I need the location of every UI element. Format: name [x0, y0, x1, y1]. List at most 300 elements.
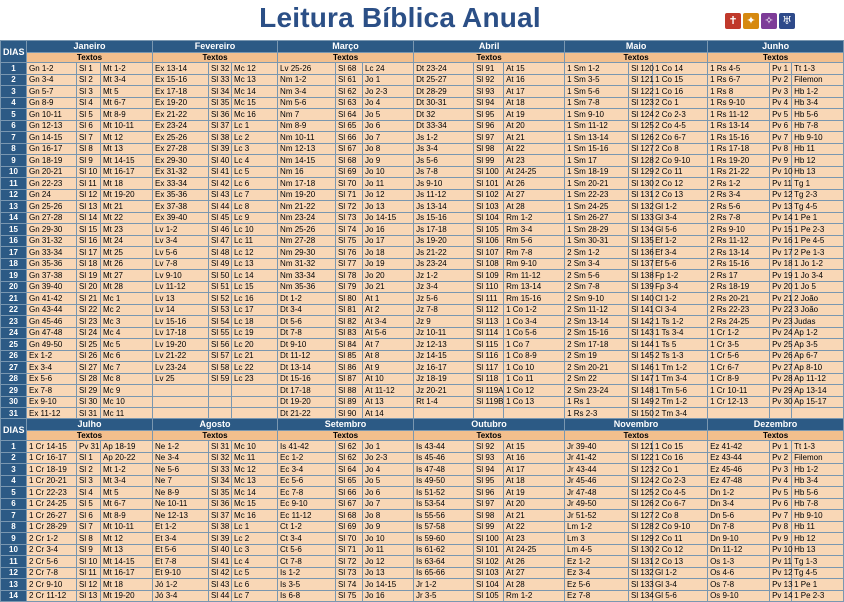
- month-header: Setembro: [278, 419, 414, 431]
- reading-cell: Sl 24: [77, 327, 101, 339]
- reading-cell: Sl 98: [474, 143, 504, 155]
- reading-cell: At 3-4: [363, 316, 414, 328]
- reading-cell: Nm 21-22: [278, 201, 336, 213]
- table-row: [1, 316, 844, 328]
- reading-cell: Sl 11: [77, 567, 101, 579]
- reading-cell: Js 9-10: [414, 178, 474, 190]
- reading-cell: Ex 3-4: [27, 362, 77, 374]
- reading-cell: [153, 385, 209, 397]
- reading-cell: Jo 9: [363, 155, 414, 167]
- reading-cell: Nm 25-26: [278, 224, 336, 236]
- reading-cell: Nm 31-32: [278, 258, 336, 270]
- reading-cell: Jo 2-3: [363, 86, 414, 98]
- month-header: Janeiro: [27, 41, 153, 53]
- table-row: [1, 579, 844, 591]
- reading-cell: Lc 3: [232, 544, 278, 556]
- reading-cell: Nm 10-11: [278, 132, 336, 144]
- reading-cell: 2 Cr 5-6: [27, 556, 77, 568]
- reading-cell: 1 Sm 26-27: [565, 212, 629, 224]
- reading-cell: Sl 125: [629, 487, 653, 499]
- reading-cell: Ne 8-9: [153, 487, 209, 499]
- reading-cell: Sl 95: [474, 109, 504, 121]
- reading-cell: Ex 7-8: [27, 385, 77, 397]
- reading-cell: Jz 14-15: [414, 350, 474, 362]
- reading-cell: Pv 2: [770, 74, 792, 86]
- reading-cell: Mt 3-4: [101, 74, 153, 86]
- reading-cell: Lv 5-6: [153, 247, 209, 259]
- reading-cell: Sl 30: [77, 396, 101, 408]
- table-row: [1, 452, 844, 464]
- reading-cell: Mc 13: [232, 475, 278, 487]
- reading-cell: Gn 39-40: [27, 281, 77, 293]
- reading-cell: 2 Rs 5-6: [708, 201, 770, 213]
- reading-cell: Ex 39-40: [153, 212, 209, 224]
- reading-cell: Dt 21-22: [278, 408, 336, 420]
- reading-cell: 2 Rs 15-16: [708, 258, 770, 270]
- reading-cell: Dt 5-6: [278, 316, 336, 328]
- reading-cell: Ne 1-2: [153, 441, 209, 453]
- reading-cell: Lc 9: [232, 212, 278, 224]
- reading-cell: Ap 1-2: [792, 327, 844, 339]
- reading-cell: Mc 6: [101, 350, 153, 362]
- reading-cell: Nm 3-4: [278, 86, 336, 98]
- reading-cell: At 11-12: [363, 385, 414, 397]
- reading-cell: 1 Sm 9-10: [565, 109, 629, 121]
- reading-cell: 1 Cr 26-27: [27, 510, 77, 522]
- reading-cell: Gn 31-32: [27, 235, 77, 247]
- textos-header: Textos: [153, 53, 278, 63]
- reading-cell: Sl 10: [77, 166, 101, 178]
- textos-header: Textos: [565, 431, 708, 441]
- reading-cell: 1 Pe 2-3: [792, 224, 844, 236]
- reading-cell: Sl 80: [336, 293, 363, 305]
- table-row: [1, 362, 844, 374]
- page-title: Leitura Bíblica Anual: [259, 2, 541, 33]
- reading-cell: 2 Tm 3-4: [653, 408, 708, 420]
- reading-cell: Sl 77: [336, 258, 363, 270]
- reading-cell: Sl 123: [629, 464, 653, 476]
- reading-cell: 2 Sm 15-16: [565, 327, 629, 339]
- day-number: 11: [1, 556, 27, 568]
- reading-cell: Rm 3-4: [504, 224, 565, 236]
- reading-cell: 1 Cr 6-7: [708, 362, 770, 374]
- reading-cell: At 9: [363, 362, 414, 374]
- reading-cell: Pv 26: [770, 350, 792, 362]
- reading-cell: 2 Cr 9-10: [27, 579, 77, 591]
- reading-cell: Sl 134: [629, 224, 653, 236]
- reading-cell: Ec 7-8: [278, 487, 336, 499]
- reading-cell: Dn 7-8: [708, 521, 770, 533]
- reading-cell: Hb 5-6: [792, 487, 844, 499]
- reading-cell: At 13: [363, 396, 414, 408]
- day-number: 28: [1, 373, 27, 385]
- reading-cell: Hb 12: [792, 155, 844, 167]
- reading-cell: Jo 20: [363, 270, 414, 282]
- reading-cell: Lv 25: [153, 373, 209, 385]
- reading-cell: Sl 6: [77, 120, 101, 132]
- reading-cell: 2 João: [792, 293, 844, 305]
- reading-cell: Sl 1: [77, 63, 101, 75]
- reading-cell: Ex 25-26: [153, 132, 209, 144]
- reading-cell: Dt 1-2: [278, 293, 336, 305]
- reading-cell: Dt 25-27: [414, 74, 474, 86]
- reading-cell: Pv 4: [770, 475, 792, 487]
- dias-header: DIAS: [1, 41, 27, 63]
- reading-cell: Sl 133: [629, 212, 653, 224]
- reading-cell: Mt 1-2: [101, 464, 153, 476]
- reading-cell: Sl 148: [629, 385, 653, 397]
- day-number: 20: [1, 281, 27, 293]
- reading-cell: Gn 20-21: [27, 166, 77, 178]
- reading-cell: Jz 1-2: [414, 270, 474, 282]
- table-row: [1, 86, 844, 98]
- reading-cell: Js 21-22: [414, 247, 474, 259]
- textos-header: Textos: [414, 431, 565, 441]
- reading-cell: Pv 6: [770, 498, 792, 510]
- reading-cell: Mt 14-15: [101, 155, 153, 167]
- reading-cell: Lm 3: [565, 533, 629, 545]
- reading-cell: Sl 51: [209, 281, 232, 293]
- reading-cell: Lc 10: [232, 224, 278, 236]
- reading-cell: Sl 97: [474, 132, 504, 144]
- reading-cell: Sl 101: [474, 178, 504, 190]
- reading-cell: Dt 30-31: [414, 97, 474, 109]
- reading-cell: Sl 91: [474, 63, 504, 75]
- reading-cell: Sl 32: [209, 63, 232, 75]
- reading-cell: Ex 1-2: [27, 350, 77, 362]
- reading-cell: 1 Sm 22-23: [565, 189, 629, 201]
- reading-cell: Sl 92: [474, 74, 504, 86]
- reading-cell: Hb 3-4: [792, 475, 844, 487]
- reading-cell: Is 49-50: [414, 475, 474, 487]
- reading-cell: Sl 88: [336, 385, 363, 397]
- reading-cell: Jz 3-4: [414, 281, 474, 293]
- reading-cell: Sl 47: [209, 235, 232, 247]
- reading-cell: Sl 93: [474, 452, 504, 464]
- reading-cell: 2 Cr 3-4: [27, 544, 77, 556]
- reading-cell: Sl 5: [77, 109, 101, 121]
- reading-cell: Pv 5: [770, 109, 792, 121]
- reading-cell: Hb 3-4: [792, 97, 844, 109]
- reading-cell: [232, 385, 278, 397]
- reading-cell: Sl 16: [77, 235, 101, 247]
- day-number: 8: [1, 521, 27, 533]
- reading-cell: Sl 67: [336, 143, 363, 155]
- reading-cell: Lv 25-26: [278, 63, 336, 75]
- reading-cell: Sl 3: [77, 475, 101, 487]
- reading-cell: At 21: [504, 132, 565, 144]
- day-number: 6: [1, 498, 27, 510]
- reading-cell: Ec 5-6: [278, 475, 336, 487]
- reading-cell: Sl 135: [629, 235, 653, 247]
- reading-cell: Sl 127: [629, 143, 653, 155]
- reading-cell: Filemon: [792, 74, 844, 86]
- day-number: 3: [1, 86, 27, 98]
- reading-cell: Lv 15-16: [153, 316, 209, 328]
- day-number: 11: [1, 178, 27, 190]
- reading-cell: 1 Sm 3-5: [565, 74, 629, 86]
- day-number: 15: [1, 224, 27, 236]
- reading-cell: 1 Sm 28-29: [565, 224, 629, 236]
- reading-cell: Sl 57: [209, 350, 232, 362]
- reading-cell: Ex 5-6: [27, 373, 77, 385]
- reading-cell: Sl 59: [209, 373, 232, 385]
- reading-cell: Sl 35: [209, 97, 232, 109]
- reading-cell: Mt 16-17: [101, 567, 153, 579]
- reading-cell: Rm 15-16: [504, 293, 565, 305]
- reading-cell: Dn 9-10: [708, 533, 770, 545]
- day-number: 4: [1, 475, 27, 487]
- reading-cell: Ne 5-6: [153, 464, 209, 476]
- reading-cell: Jo 21: [363, 281, 414, 293]
- reading-cell: Jó 1-2: [153, 579, 209, 591]
- reading-cell: Lm 4-5: [565, 544, 629, 556]
- reading-cell: Tg 4-5: [792, 567, 844, 579]
- reading-cell: Pv 3: [770, 464, 792, 476]
- reading-cell: At 23: [504, 533, 565, 545]
- reading-cell: Sl 114: [474, 327, 504, 339]
- reading-cell: Sl 64: [336, 464, 363, 476]
- reading-cell: Is 51-52: [414, 487, 474, 499]
- reading-cell: Ex 27-28: [153, 143, 209, 155]
- table-row: [1, 247, 844, 259]
- reading-cell: Gn 29-30: [27, 224, 77, 236]
- reading-cell: Pv 8: [770, 521, 792, 533]
- day-number: 9: [1, 533, 27, 545]
- reading-cell: Is 57-58: [414, 521, 474, 533]
- reading-cell: Sl 144: [629, 339, 653, 351]
- reading-cell: Sl 90: [336, 408, 363, 420]
- reading-cell: Sl 38: [209, 521, 232, 533]
- reading-cell: Is 55-56: [414, 510, 474, 522]
- day-number: 16: [1, 235, 27, 247]
- reading-cell: 2 Co 11: [653, 166, 708, 178]
- reading-cell: Sl 142: [629, 316, 653, 328]
- reading-cell: Ex 15-16: [153, 74, 209, 86]
- reading-cell: Sl 130: [629, 544, 653, 556]
- table-row: [1, 544, 844, 556]
- reading-cell: Ap 13-14: [792, 385, 844, 397]
- reading-cell: Os 1-3: [708, 556, 770, 568]
- day-number: 5: [1, 487, 27, 499]
- reading-cell: Sl 8: [77, 533, 101, 545]
- reading-cell: Sl 21: [77, 293, 101, 305]
- reading-cell: Lm 1-2: [565, 521, 629, 533]
- reading-cell: Sl 115: [474, 339, 504, 351]
- reading-cell: Sl 100: [474, 166, 504, 178]
- reading-cell: Is 59-60: [414, 533, 474, 545]
- reading-cell: Ex 29-30: [153, 155, 209, 167]
- reading-cell: Sl 6: [77, 510, 101, 522]
- month-header: Março: [278, 41, 414, 53]
- reading-cell: 1 Jo 3-4: [792, 270, 844, 282]
- reading-cell: Sl 42: [209, 178, 232, 190]
- reading-cell: Lv 14: [153, 304, 209, 316]
- reading-cell: 1 Co 16: [653, 86, 708, 98]
- reading-cell: Et 1-2: [153, 521, 209, 533]
- day-number: 22: [1, 304, 27, 316]
- reading-cell: Mc 15: [232, 498, 278, 510]
- reading-cell: Gl 5-6: [653, 224, 708, 236]
- reading-cell: Pv 1: [770, 63, 792, 75]
- reading-cell: Mt 6-7: [101, 498, 153, 510]
- reading-cell: Mt 21: [101, 201, 153, 213]
- reading-cell: Sl 134: [629, 590, 653, 602]
- reading-cell: 2 Sm 1-2: [565, 247, 629, 259]
- reading-cell: Dt 23-24: [414, 63, 474, 75]
- reading-cell: Sl 98: [474, 510, 504, 522]
- table-row: [1, 74, 844, 86]
- reading-cell: Dt 13-14: [278, 362, 336, 374]
- reading-cell: At 24-25: [504, 166, 565, 178]
- textos-header: Textos: [565, 53, 708, 63]
- reading-cell: Gn 14-15: [27, 132, 77, 144]
- reading-cell: Mc 3: [101, 316, 153, 328]
- reading-cell: 1 Rs 9-10: [708, 97, 770, 109]
- reading-cell: Jo 9: [363, 521, 414, 533]
- reading-cell: 2 Ts 1-3: [653, 350, 708, 362]
- reading-cell: Sl 87: [336, 373, 363, 385]
- reading-cell: [232, 396, 278, 408]
- reading-cell: Sl 127: [629, 510, 653, 522]
- table-row: [1, 304, 844, 316]
- reading-cell: 2 Co 13: [653, 556, 708, 568]
- reading-cell: Sl 124: [629, 109, 653, 121]
- reading-cell: Sl 136: [629, 247, 653, 259]
- table-row: [1, 590, 844, 602]
- reading-cell: Ct 5-6: [278, 544, 336, 556]
- reading-cell: Mt 19-20: [101, 590, 153, 602]
- reading-cell: Pv 5: [770, 487, 792, 499]
- reading-cell: 2 Rs 3-4: [708, 189, 770, 201]
- reading-cell: Jr 49-50: [565, 498, 629, 510]
- reading-cell: 1 Cr 5-6: [708, 350, 770, 362]
- reading-cell: Sl 18: [77, 258, 101, 270]
- reading-cell: Pv 29: [770, 385, 792, 397]
- reading-cell: At 15: [504, 441, 565, 453]
- table-row: [1, 475, 844, 487]
- reading-cell: 2 Co 8: [653, 510, 708, 522]
- table-row: [1, 556, 844, 568]
- reading-cell: Mc 1: [101, 293, 153, 305]
- reading-cell: Rm 1-2: [504, 590, 565, 602]
- reading-cell: Jz 7-8: [414, 304, 474, 316]
- reading-cell: Pv 20: [770, 281, 792, 293]
- reading-cell: Sl 71: [336, 189, 363, 201]
- reading-cell: Sl 102: [474, 189, 504, 201]
- reading-cell: Sl 8: [77, 143, 101, 155]
- reading-cell: 1 Sm 17: [565, 155, 629, 167]
- reading-cell: 1 Co 1-2: [504, 304, 565, 316]
- reading-cell: Sl 2: [77, 464, 101, 476]
- reading-cell: Sl 84: [336, 339, 363, 351]
- reading-cell: 2 Co 2-3: [653, 109, 708, 121]
- reading-cell: 2 Co 1: [653, 97, 708, 109]
- reading-cell: At 8: [363, 350, 414, 362]
- reading-cell: Sl 128: [629, 521, 653, 533]
- reading-cell: Mc 7: [101, 362, 153, 374]
- reading-cell: Sl 129: [629, 166, 653, 178]
- reading-cell: Nm 17-18: [278, 178, 336, 190]
- reading-cell: 2 Co 12: [653, 544, 708, 556]
- reading-cell: Sl 137: [629, 258, 653, 270]
- reading-cell: Is 3-5: [278, 579, 336, 591]
- reading-cell: Sl 104: [474, 212, 504, 224]
- reading-cell: Sl 102: [474, 556, 504, 568]
- reading-cell: Pv 24: [770, 327, 792, 339]
- reading-cell: Jo 5: [363, 109, 414, 121]
- table-row: [1, 533, 844, 545]
- reading-cell: Pv 10: [770, 544, 792, 556]
- dove-icon: ✦: [743, 13, 759, 29]
- reading-cell: Jz 5-6: [414, 293, 474, 305]
- reading-cell: Pv 9: [770, 533, 792, 545]
- reading-cell: Pv 28: [770, 373, 792, 385]
- reading-cell: 1 Tm 5-6: [653, 385, 708, 397]
- table-row: [1, 166, 844, 178]
- reading-cell: At 27: [504, 567, 565, 579]
- reading-cell: Lc 2: [232, 132, 278, 144]
- reading-cell: Lc 15: [232, 281, 278, 293]
- reading-cell: Ap 6-7: [792, 350, 844, 362]
- reading-cell: Tg 1-3: [792, 556, 844, 568]
- reading-cell: 1 Cr 12-13: [708, 396, 770, 408]
- reading-cell: 1 Cr 18-19: [27, 464, 77, 476]
- table-row: [1, 567, 844, 579]
- reading-cell: Judas: [792, 316, 844, 328]
- reading-cell: Sl 11: [77, 178, 101, 190]
- reading-cell: Is 53-54: [414, 498, 474, 510]
- reading-cell: At 16: [504, 74, 565, 86]
- reading-cell: Ex 19-20: [153, 97, 209, 109]
- reading-cell: Sl 43: [209, 189, 232, 201]
- reading-cell: Sl 105: [474, 224, 504, 236]
- reading-cell: Sl 64: [336, 109, 363, 121]
- reading-cell: Jo 16: [363, 224, 414, 236]
- reading-cell: At 19: [504, 109, 565, 121]
- reading-cell: Dn 3-4: [708, 498, 770, 510]
- reading-cell: Mc 9: [101, 385, 153, 397]
- reading-cell: Sl 5: [77, 498, 101, 510]
- reading-cell: Jo 1: [363, 74, 414, 86]
- day-number: 18: [1, 258, 27, 270]
- reading-cell: Sl 26: [77, 350, 101, 362]
- reading-cell: Sl 131: [629, 556, 653, 568]
- reading-cell: Is 63-64: [414, 556, 474, 568]
- reading-cell: At 27: [504, 189, 565, 201]
- reading-cell: Is 45-46: [414, 452, 474, 464]
- reading-cell: Js 13-14: [414, 201, 474, 213]
- reading-cell: Nm 5-6: [278, 97, 336, 109]
- reading-cell: Lv 13: [153, 293, 209, 305]
- reading-cell: Sl 40: [209, 544, 232, 556]
- reading-cell: Ap 11-12: [792, 373, 844, 385]
- reading-cell: Sl 106: [474, 235, 504, 247]
- reading-cell: 2 Sm 9-10: [565, 293, 629, 305]
- reading-cell: Ct 7-8: [278, 556, 336, 568]
- reading-cell: Tg 2-3: [792, 189, 844, 201]
- reading-cell: Sl 36: [209, 498, 232, 510]
- reading-cell: Lc 3: [232, 143, 278, 155]
- reading-cell: Pv 22: [770, 304, 792, 316]
- reading-cell: Sl 32: [209, 452, 232, 464]
- reading-cell: Jo 5: [363, 475, 414, 487]
- reading-cell: Pv 6: [770, 120, 792, 132]
- day-number: 10: [1, 544, 27, 556]
- reading-cell: Sl 138: [629, 270, 653, 282]
- day-number: 19: [1, 270, 27, 282]
- reading-cell: At 2: [363, 304, 414, 316]
